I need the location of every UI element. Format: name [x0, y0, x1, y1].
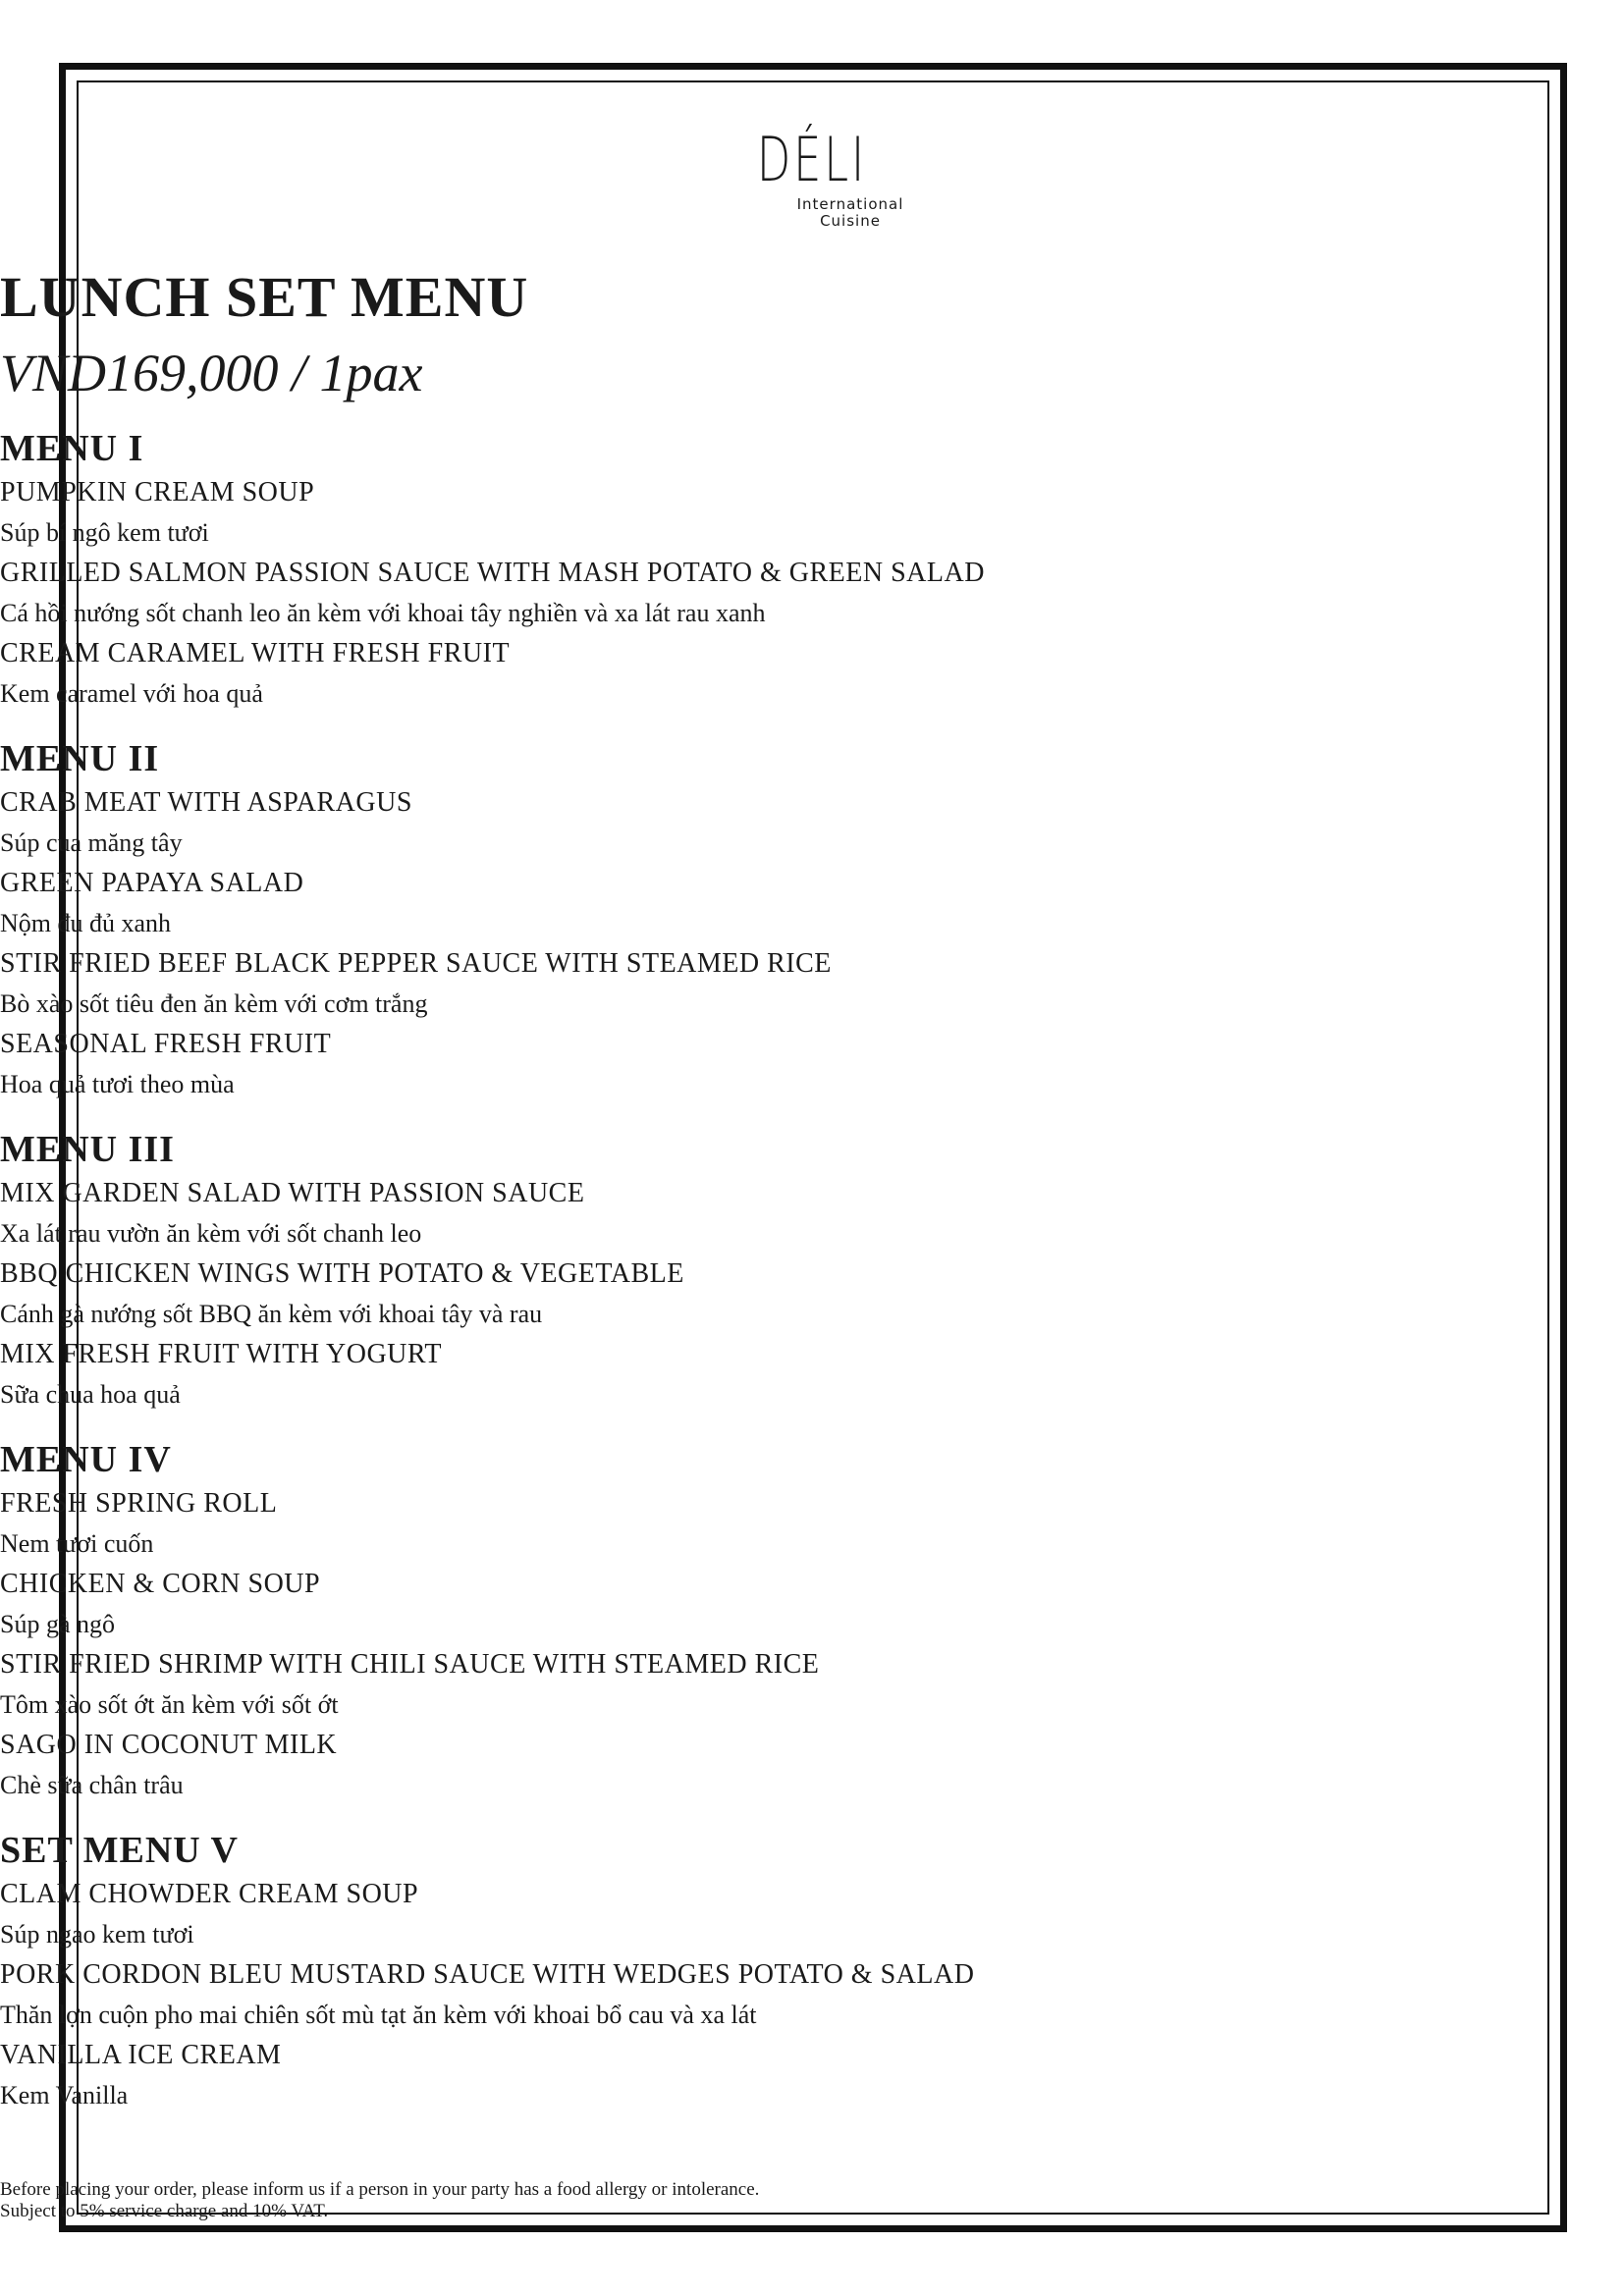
dish-vi: Chè sữa chân trâu: [0, 1771, 184, 1799]
allergy-note: Before placing your order, please inform us if a person in your party has a food allergy or intolerance.: [0, 2179, 760, 2200]
dish-vi: Tôm xào sốt ớt ăn kèm với sốt ớt: [0, 1690, 339, 1719]
menu-heading: MENU II: [0, 738, 160, 779]
restaurant-logo: [0, 124, 1624, 230]
dish-vi: Hoa quả tươi theo mùa: [0, 1070, 235, 1098]
dish-vi: Súp cua măng tây: [0, 828, 183, 857]
dish-vi: Nem tươi cuốn: [0, 1529, 154, 1558]
dish-en: CLAM CHOWDER CREAM SOUP: [0, 1879, 419, 1909]
dish-en: CREAM CARAMEL WITH FRESH FRUIT: [0, 638, 511, 668]
charges-note: Subject to 5% service charge and 10% VAT.: [0, 2201, 329, 2221]
menu-section-2: [0, 735, 1624, 1104]
dish-en: SAGO IN COCONUT MILK: [0, 1730, 338, 1760]
menu-heading: SET MENU V: [0, 1830, 239, 1871]
footer-notes: [0, 2179, 1624, 2222]
dish-vi: Súp gà ngô: [0, 1610, 115, 1638]
logo-wordmark: DÉLI: [756, 124, 868, 195]
dish-en: GRILLED SALMON PASSION SAUCE WITH MASH POTATO & GREEN SALAD: [0, 558, 985, 588]
dish-en: CRAB MEAT WITH ASPARAGUS: [0, 787, 412, 818]
dish-en: GREEN PAPAYA SALAD: [0, 868, 304, 898]
dish-en: SEASONAL FRESH FRUIT: [0, 1029, 332, 1059]
dish-vi: Bò xào sốt tiêu đen ăn kèm với cơm trắng: [0, 989, 428, 1018]
menu-section-3: [0, 1126, 1624, 1415]
dish-en: VANILLA ICE CREAM: [0, 2040, 282, 2070]
menu-heading: MENU III: [0, 1129, 175, 1170]
dish-en: CHICKEN & CORN SOUP: [0, 1569, 321, 1599]
dish-en: PUMPKIN CREAM SOUP: [0, 477, 315, 507]
dish-vi: Cá hồi nướng sốt chanh leo ăn kèm với khoai tây nghiền và xa lát rau xanh: [0, 599, 766, 627]
dish-en: BBQ CHICKEN WINGS WITH POTATO & VEGETABLE: [0, 1258, 684, 1289]
dish-en: FRESH SPRING ROLL: [0, 1488, 278, 1519]
dish-en: PORK CORDON BLEU MUSTARD SAUCE WITH WEDGES POTATO & SALAD: [0, 1959, 975, 1990]
dish-vi: Súp ngao kem tươi: [0, 1920, 194, 1949]
menu-section-4: [0, 1436, 1624, 1805]
dish-vi: Nộm đu đủ xanh: [0, 909, 172, 937]
menu-section-5: [0, 1827, 1624, 2115]
set-price: VND169,000 / 1pax: [0, 344, 423, 402]
dish-en: MIX FRESH FRUIT WITH YOGURT: [0, 1339, 442, 1369]
dish-vi: Sữa chua hoa quả: [0, 1380, 181, 1409]
menu-heading: MENU I: [0, 428, 144, 469]
dish-en: STIR FRIED SHRIMP WITH CHILI SAUCE WITH STEAMED RICE: [0, 1649, 820, 1680]
dish-vi: Súp bí ngô kem tươi: [0, 518, 209, 547]
dish-vi: Kem Vanilla: [0, 2081, 129, 2109]
page-title: LUNCH SET MENU: [0, 265, 529, 329]
menu-list: [0, 425, 1624, 2115]
dish-en: MIX GARDEN SALAD WITH PASSION SAUCE: [0, 1178, 585, 1208]
dish-vi: Kem caramel với hoa quả: [0, 679, 263, 708]
menu-heading: MENU IV: [0, 1439, 172, 1480]
dish-vi: Cánh gà nướng sốt BBQ ăn kèm với khoai tây và rau: [0, 1300, 543, 1328]
logo-subtitle-line2: Cuisine: [820, 212, 881, 230]
logo-subtitle-line1: International: [796, 195, 904, 213]
menu-section-1: [0, 425, 1624, 714]
dish-vi: Thăn lợn cuộn pho mai chiên sốt mù tạt ăn kèm với khoai bổ cau và xa lát: [0, 2001, 757, 2029]
dish-vi: Xa lát rau vườn ăn kèm với sốt chanh leo: [0, 1219, 422, 1248]
dish-en: STIR FRIED BEEF BLACK PEPPER SAUCE WITH STEAMED RICE: [0, 948, 832, 979]
